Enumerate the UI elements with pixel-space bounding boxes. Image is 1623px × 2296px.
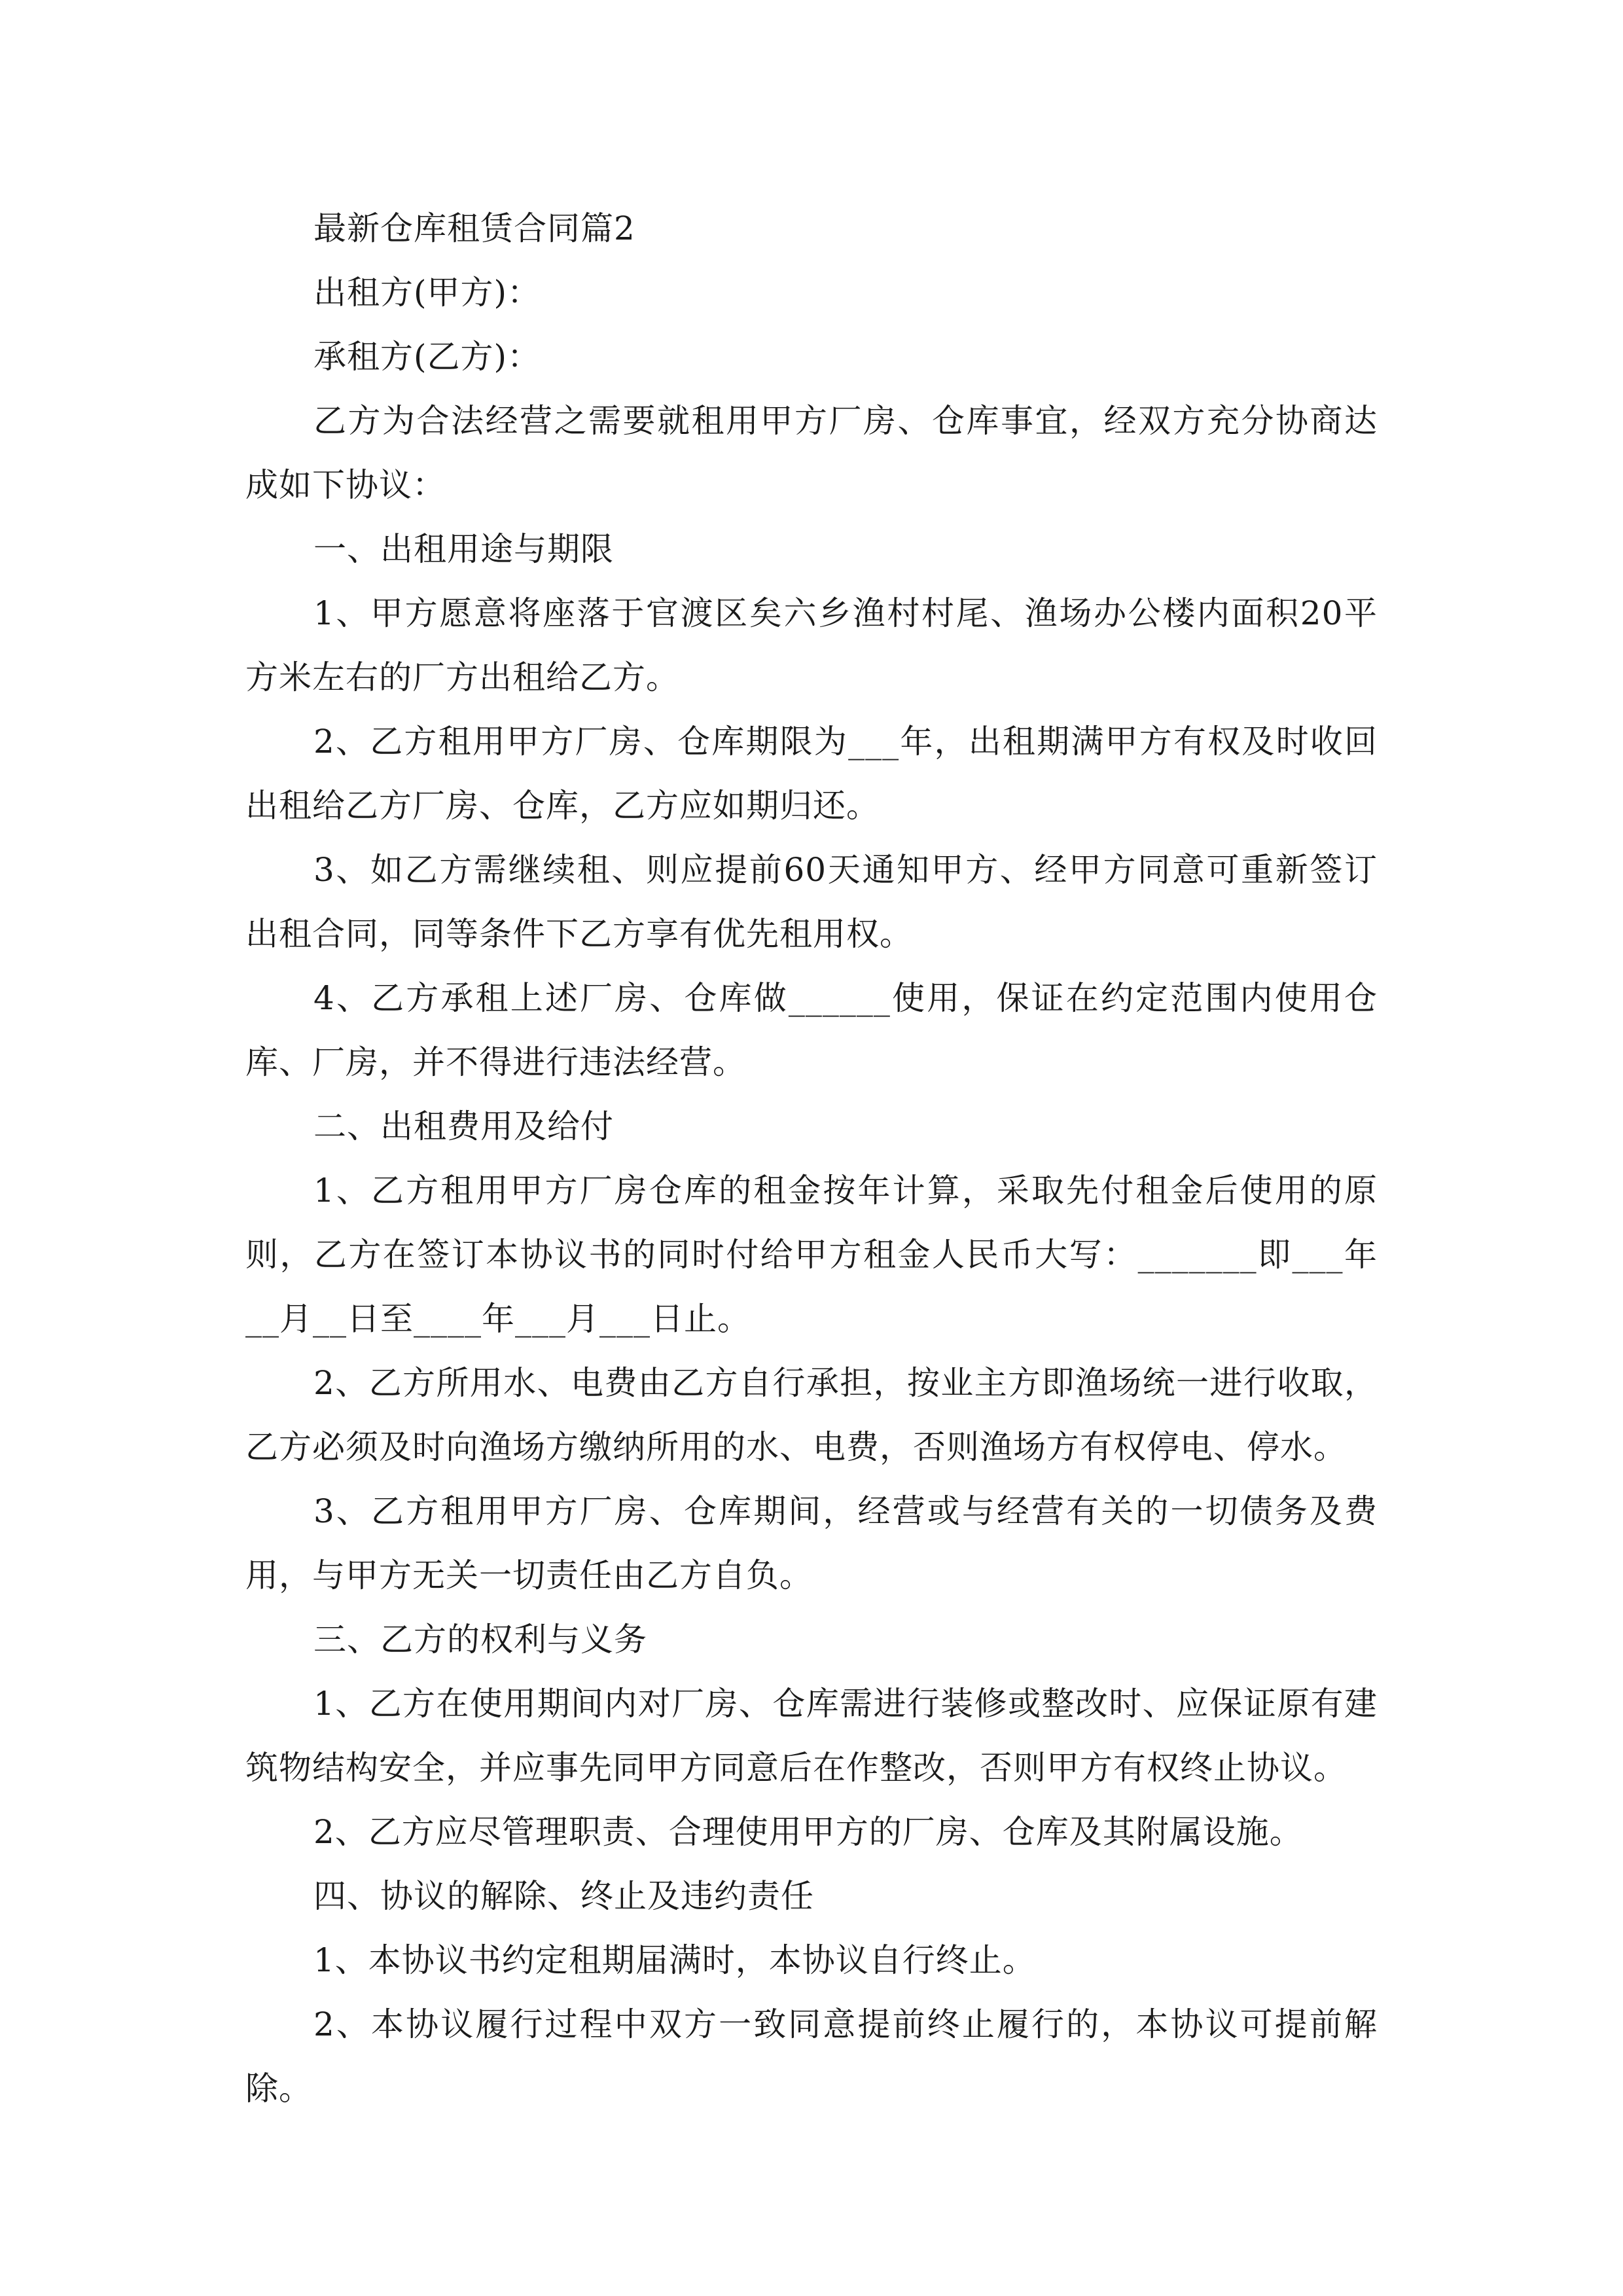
clause-2-1: 1、乙方租用甲方厂房仓库的租金按年计算，采取先付租金后使用的原则，乙方在签订本协议书的同时付给甲方租金人民币大写：_______即___年__月__日至____年___月___日止。 bbox=[245, 1172, 1378, 1338]
section-heading-1: 一、出租用途与期限 bbox=[313, 530, 614, 568]
clause-1-4: 4、乙方承租上述厂房、仓库做______使用，保证在约定范围内使用仓库、厂房，并不得进行违法经营。 bbox=[245, 979, 1378, 1081]
document-title: 最新仓库租赁合同篇2 bbox=[313, 209, 635, 247]
lessee-line: 承租方(乙方)： bbox=[313, 338, 541, 376]
clause-1-2: 2、乙方租用甲方厂房、仓库期限为___年，出租期满甲方有权及时收回出租给乙方厂房、仓库，乙方应如期归还。 bbox=[245, 723, 1378, 825]
clause-1-1: 1、甲方愿意将座落于官渡区矣六乡渔村村尾、渔场办公楼内面积20平方米左右的厂方出租给乙方。 bbox=[245, 594, 1378, 696]
section-heading-4: 四、协议的解除、终止及违约责任 bbox=[313, 1877, 814, 1915]
clause-4-2: 2、本协议履行过程中双方一致同意提前终止履行的，本协议可提前解除。 bbox=[245, 2005, 1378, 2108]
preamble-paragraph: 乙方为合法经营之需要就租用甲方厂房、仓库事宜，经双方充分协商达成如下协议： bbox=[245, 402, 1378, 504]
document-body bbox=[245, 196, 1378, 2121]
clause-3-2: 2、乙方应尽管理职责、合理使用甲方的厂房、仓库及其附属设施。 bbox=[313, 1813, 1303, 1851]
section-heading-3: 三、乙方的权利与义务 bbox=[313, 1621, 647, 1659]
lessor-line: 出租方(甲方)： bbox=[313, 274, 541, 312]
clause-2-2: 2、乙方所用水、电费由乙方自行承担，按业主方即渔场统一进行收取，乙方必须及时向渔场方缴纳所用的水、电费，否则渔场方有权停电、停水。 bbox=[245, 1364, 1378, 1466]
clause-4-1: 1、本协议书约定租期届满时，本协议自行终止。 bbox=[313, 1941, 1036, 1979]
clause-1-3: 3、如乙方需继续租、则应提前60天通知甲方、经甲方同意可重新签订出租合同，同等条件下乙方享有优先租用权。 bbox=[245, 851, 1378, 953]
section-heading-2: 二、出租费用及给付 bbox=[313, 1107, 614, 1145]
clause-3-1: 1、乙方在使用期间内对厂房、仓库需进行装修或整改时、应保证原有建筑物结构安全，并应事先同甲方同意后在作整改，否则甲方有权终止协议。 bbox=[245, 1685, 1378, 1787]
clause-2-3: 3、乙方租用甲方厂房、仓库期间，经营或与经营有关的一切债务及费用，与甲方无关一切责任由乙方自负。 bbox=[245, 1492, 1378, 1594]
